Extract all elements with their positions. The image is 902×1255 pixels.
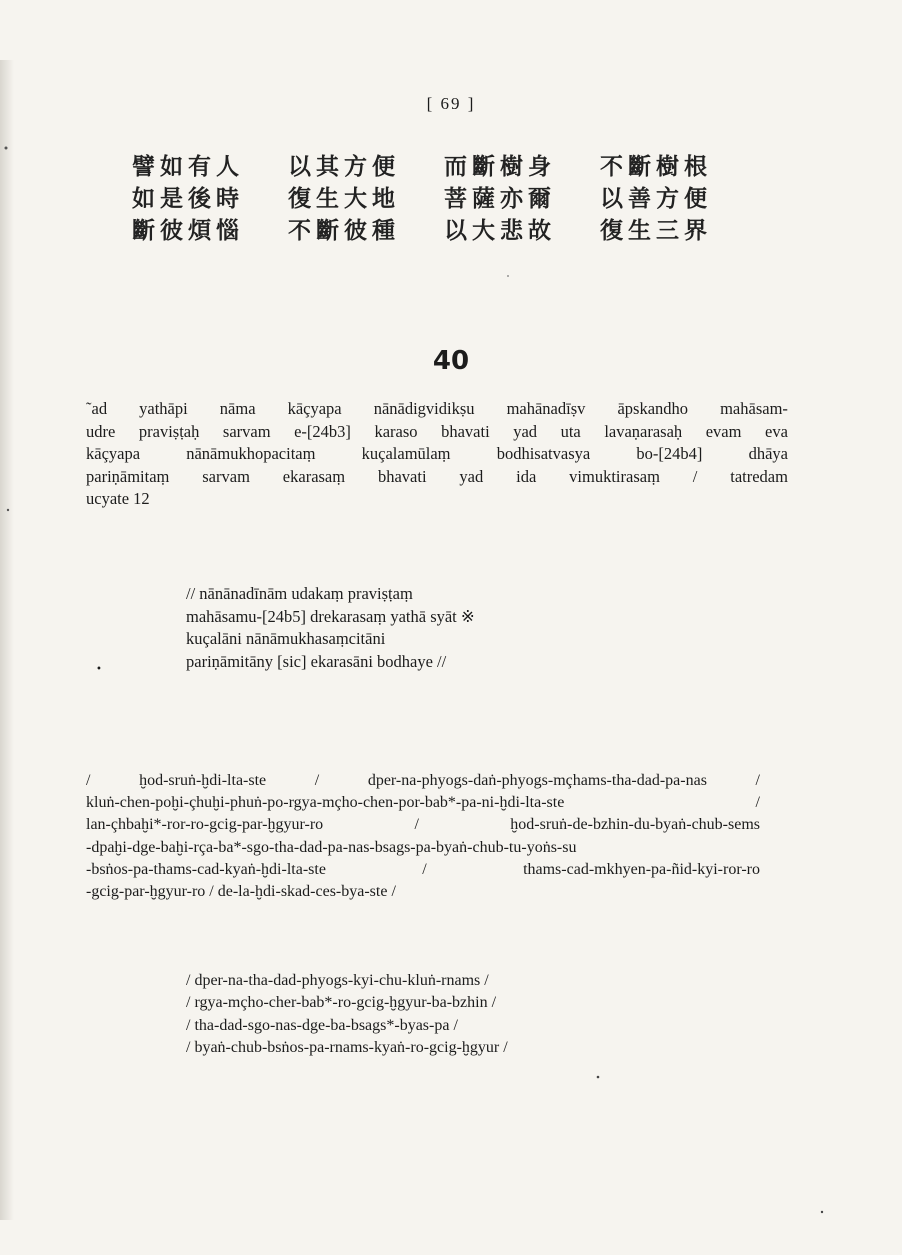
scan-page-edge — [0, 60, 14, 1220]
tibetan-prose-line: -bsṅos-pa-thams-cad-kyaṅ-ḫdi-lta-ste / thams-cad-mkhyen-pa-ñid-kyi-ror-ro — [86, 860, 760, 878]
tibetan-verse — [186, 970, 626, 1060]
chinese-verse-phrase: 不斷彼種 — [288, 218, 400, 244]
chinese-verse-row — [132, 148, 772, 180]
sanskrit-verse-line: pariṇāmitāny [sic] ekarasāni bodhaye // — [186, 651, 447, 671]
tibetan-prose-line: lan-çhbaḫi*-ror-ro-gcig-par-ḫgyur-ro / ḫod-sruṅ-de-bzhin-du-byaṅ-chub-sems — [86, 816, 760, 834]
tibetan-prose-line: kluṅ-chen-poḫi-çhuḫi-phuṅ-po-rgya-mçho-chen-por-bab*-pa-ni-ḫdi-lta-ste / — [86, 794, 760, 812]
tibetan-verse-line: / byaṅ-chub-bsṅos-pa-rnams-kyaṅ-ro-gcig-ḫgyur / — [186, 1039, 508, 1057]
tibetan-verse-line: / dper-na-tha-dad-phyogs-kyi-chu-kluṅ-rnams / — [186, 972, 489, 989]
sanskrit-prose-line: kāçyapa nānāmukhopacitaṃ kuçalamūlaṃ bodhisatvasya bo-[24b4] dhāya — [86, 444, 788, 463]
sanskrit-prose-line: udre praviṣṭaḥ sarvam e-[24b3] karaso bhavati yad uta lavaṇarasaḥ evam eva — [86, 421, 788, 441]
chinese-verse-phrase: 菩薩亦爾 — [444, 186, 556, 212]
sanskrit-verse-line: kuçalāni nānāmukhasaṃcitāni — [186, 629, 386, 648]
chinese-verse-phrase: 復生三界 — [600, 218, 712, 244]
tibetan-verse-line: / rgya-mçho-cher-bab*-ro-gcig-ḫgyur-ba-bzhin / — [186, 994, 497, 1012]
sanskrit-verse — [186, 583, 606, 673]
tibetan-prose-line: -gcig-par-ḫgyur-ro / de-la-ḫdi-skad-ces-bya-ste / — [86, 883, 396, 901]
tibetan-verse-line: / tha-dad-sgo-nas-dge-ba-bsags*-byas-pa / — [186, 1016, 458, 1034]
sanskrit-verse-line: // nānānadīnām udakaṃ praviṣṭaṃ — [186, 584, 413, 603]
sanskrit-prose-line: pariṇāmitaṃ sarvam ekarasaṃ bhavati yad ida vimuktirasaṃ / tatredam — [86, 466, 788, 486]
sanskrit-prose-line: ˜ad yathāpi nāma kāçyapa nānādigvidikṣu mahānadīṣv āpskandho mahāsam- — [86, 399, 788, 418]
chinese-verse-phrase: 以大悲故 — [444, 218, 556, 244]
chinese-verse-phrase: 復生大地 — [288, 186, 400, 212]
chinese-verse — [132, 148, 772, 244]
chinese-verse-phrase: 如是後時 — [132, 186, 244, 212]
chinese-verse-phrase: 譬如有人 — [132, 154, 244, 180]
tibetan-prose — [86, 770, 760, 903]
chinese-verse-phrase: 斷彼煩惱 — [132, 218, 244, 244]
sanskrit-prose-line: ucyate 12 — [86, 489, 150, 508]
page-number: [ 69 ] — [426, 94, 476, 113]
section-number: 40 — [432, 346, 470, 376]
sanskrit-prose — [86, 398, 788, 511]
tibetan-prose-line: / ḫod-sruṅ-ḫdi-lta-ste / dper-na-phyogs-daṅ-phyogs-mçhams-tha-dad-pa-nas / — [86, 772, 760, 789]
tibetan-prose-line: -dpaḫi-dge-baḫi-rça-ba*-sgo-tha-dad-pa-nas-bsags-pa-byaṅ-chub-tu-yoṅs-su — [86, 838, 577, 856]
chinese-verse-phrase: 以善方便 — [600, 186, 712, 212]
margin-dot-icon: • — [96, 664, 102, 675]
chinese-verse-phrase: 而斷樹身 — [444, 154, 556, 180]
chinese-verse-phrase: 以其方便 — [288, 154, 400, 180]
chinese-verse-row — [132, 180, 772, 212]
chinese-verse-phrase: 不斷樹根 — [600, 154, 712, 180]
sanskrit-verse-line: mahāsamu-[24b5] drekarasaṃ yathā syāt ※ — [186, 606, 475, 626]
chinese-verse-row — [132, 212, 772, 244]
